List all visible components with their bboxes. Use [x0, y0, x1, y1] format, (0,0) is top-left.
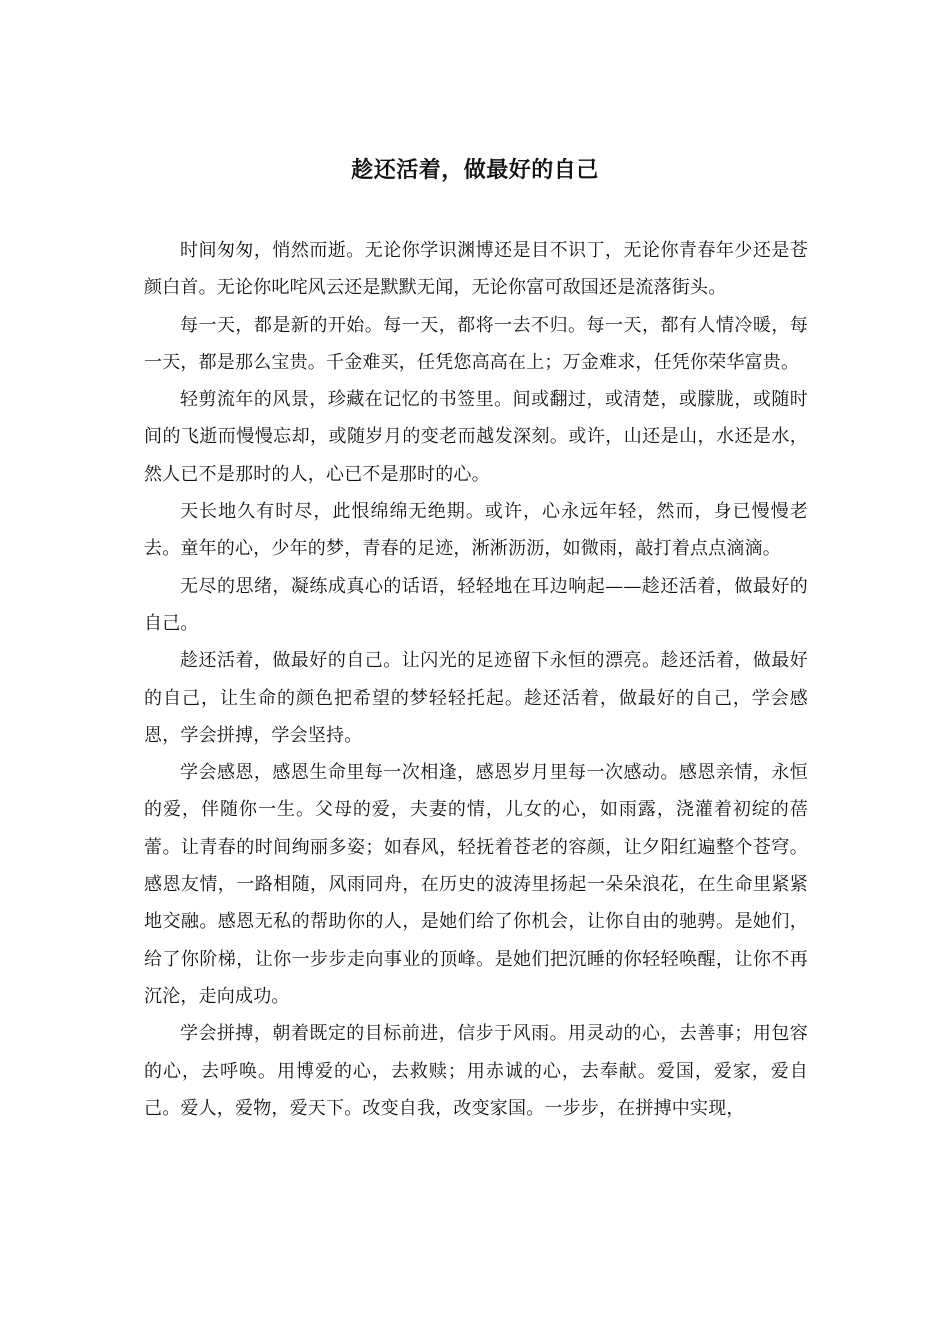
paragraph: 学会感恩，感恩生命里每一次相逢，感恩岁月里每一次感动。感恩亲情，永恒的爱，伴随你一生。父母的爱，夫妻的情，儿女的心，如雨露，浇灌着初绽的蓓蕾。让青春的时间绚丽多姿；如春风，轻抚着苍老的容颜，让夕阳红遍整个苍穹。感恩友情，一路相随，风雨同舟，在历史的波涛里扬起一朵朵浪花，在生命里紧紧地交融。感恩无私的帮助你的人，是她们给了你机会，让你自由的驰骋。是她们，给了你阶梯，让你一步步走向事业的顶峰。是她们把沉睡的你轻轻唤醒，让你不再沉沦，走向成功。: [144, 762, 808, 1007]
paragraph: 时间匆匆，悄然而逝。无论你学识渊博还是目不识丁，无论你青春年少还是苍颜白首。无论你叱咤风云还是默默无闻，无论你富可敌国还是流落街头。: [144, 240, 808, 299]
paragraph: 轻剪流年的风景，珍藏在记忆的书签里。间或翻过，或清楚，或朦胧，或随时间的飞逝而慢慢忘却，或随岁月的变老而越发深刻。或许，山还是山，水还是水，然人已不是那时的人，心已不是那时的心。: [144, 389, 808, 485]
paragraph: 趁还活着，做最好的自己。让闪光的足迹留下永恒的漂亮。趁还活着，做最好的自己，让生命的颜色把希望的梦轻轻托起。趁还活着，做最好的自己，学会感恩，学会拼搏，学会坚持。: [144, 650, 808, 746]
paragraph: 学会拼搏，朝着既定的目标前进，信步于风雨。用灵动的心，去善事；用包容的心，去呼唤。用博爱的心，去救赎；用赤诚的心，去奉献。爱国，爱家，爱自己。爱人，爱物，爱天下。改变自我，改变家国。一步步，在拼搏中实现，: [144, 1023, 808, 1119]
paragraph: 天长地久有时尽，此恨绵绵无绝期。或许，心永远年轻，然而，身已慢慢老去。童年的心，少年的梦，青春的足迹，淅淅沥沥，如微雨，敲打着点点滴滴。: [144, 501, 808, 560]
document-body: [144, 232, 808, 1127]
paragraph: 每一天，都是新的开始。每一天，都将一去不归。每一天，都有人情冷暖，每一天，都是那么宝贵。千金难买，任凭您高高在上；万金难求，任凭你荣华富贵。: [144, 314, 808, 373]
document-title: 趁还活着，做最好的自己: [351, 158, 599, 183]
paragraph: 无尽的思绪，凝练成真心的话语，轻轻地在耳边响起——趁还活着，做最好的自己。: [144, 575, 808, 634]
